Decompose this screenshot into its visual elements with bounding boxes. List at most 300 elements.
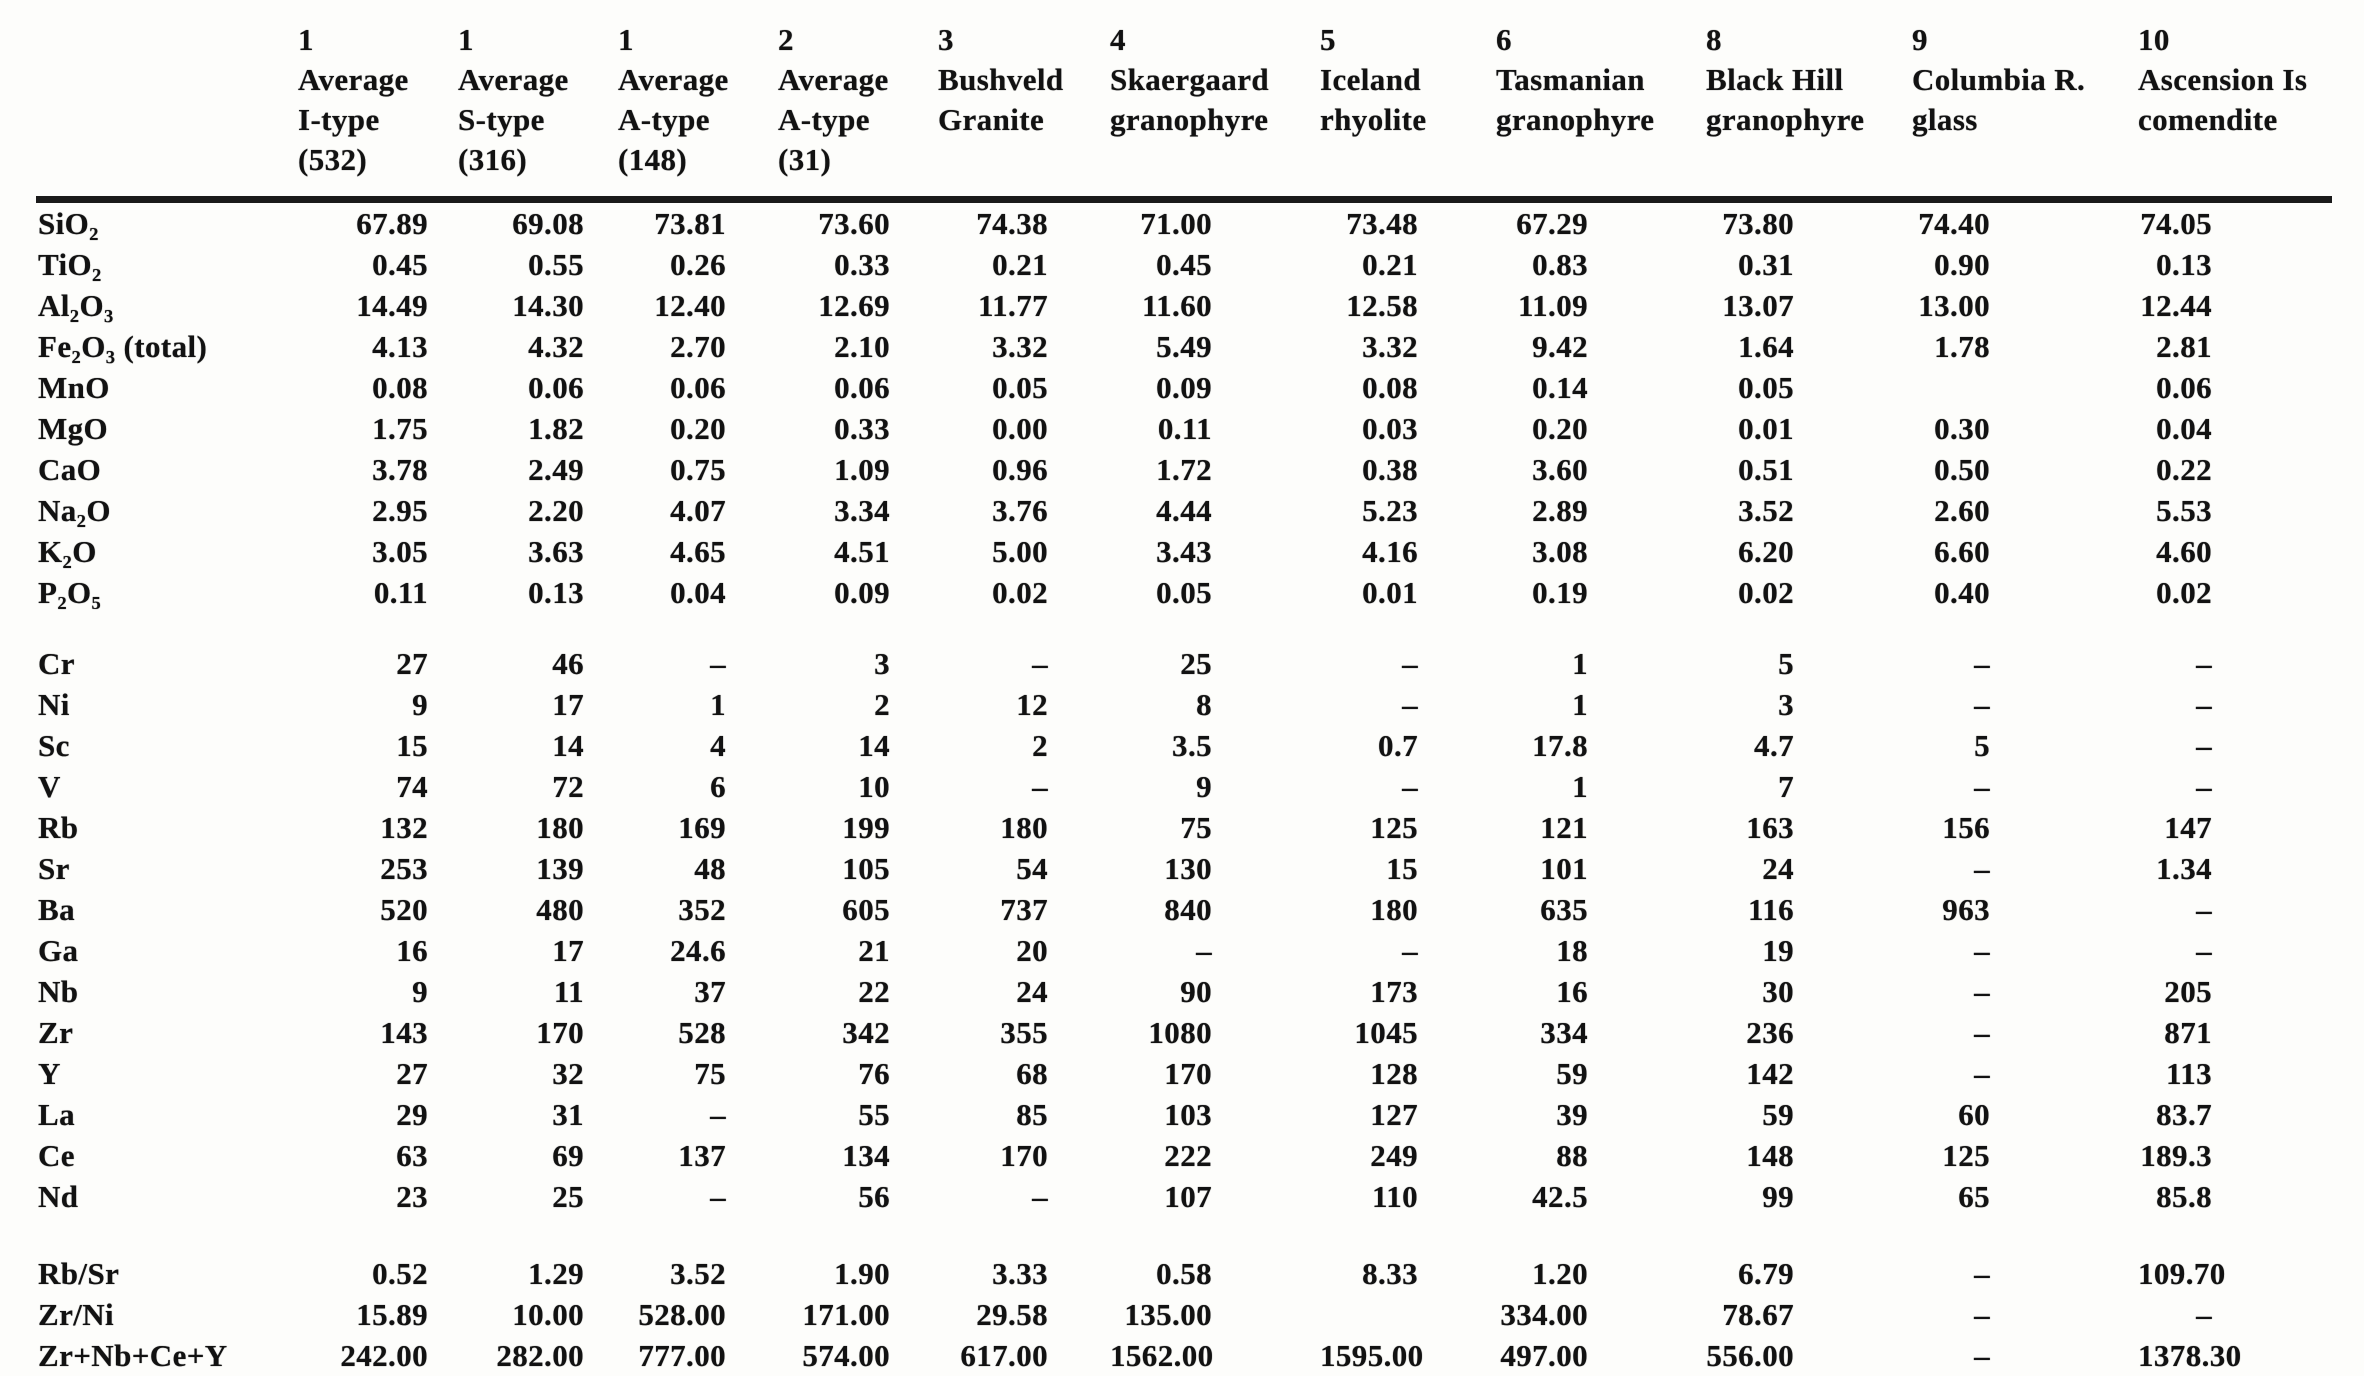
value-cell: 1.64 (1738, 329, 1794, 364)
row-label-column-spacer (36, 20, 298, 200)
value-cell: – (1402, 646, 1418, 681)
value-cell: 334 (1540, 1015, 1588, 1050)
value-cell: 85 (1016, 1097, 1048, 1132)
table-row (36, 572, 2332, 613)
value-cell: 19 (1762, 933, 1794, 968)
column-title-line: (316) (458, 142, 528, 177)
value-cell: 3.34 (834, 493, 890, 528)
value-cell: 871 (2164, 1015, 2212, 1050)
value-cell: 142 (1746, 1056, 1794, 1091)
column-title-line: Average (618, 62, 729, 97)
row-label: Ce (38, 1138, 75, 1173)
row-label: Al₂O₃ (38, 288, 114, 323)
value-cell: 528.00 (638, 1297, 726, 1332)
value-cell: 59 (1556, 1056, 1588, 1091)
value-cell: 1.90 (834, 1256, 890, 1291)
table-row (36, 684, 2332, 725)
row-label: Cr (38, 646, 75, 681)
value-cell: 139 (536, 851, 584, 886)
table-row (36, 766, 2332, 807)
column-number: 1 (298, 22, 314, 57)
value-cell: 1045 (1354, 1015, 1418, 1050)
column-title-line: glass (1912, 102, 1978, 137)
value-cell: 0.03 (1362, 411, 1418, 446)
value-cell: 1562.00 (1110, 1338, 1214, 1373)
value-cell: 27 (396, 1056, 428, 1091)
value-cell: 0.33 (834, 247, 890, 282)
row-label: MgO (38, 411, 109, 446)
value-cell: 170 (536, 1015, 584, 1050)
column-title-line: Black Hill (1706, 62, 1844, 97)
value-cell: 0.40 (1934, 575, 1990, 610)
value-cell: 30 (1762, 974, 1794, 1009)
value-cell: 69 (552, 1138, 584, 1173)
row-label: Rb (38, 810, 79, 845)
value-cell: 11.77 (977, 288, 1048, 323)
table-row (36, 285, 2332, 326)
value-cell: 11.60 (1141, 288, 1212, 323)
column-header-avg-i-type (298, 20, 458, 200)
value-cell: 113 (2166, 1056, 2212, 1091)
value-cell: 16 (1556, 974, 1588, 1009)
value-cell: 163 (1746, 810, 1794, 845)
value-cell: 125 (1370, 810, 1418, 845)
value-cell: 88 (1556, 1138, 1588, 1173)
value-cell: 3.52 (670, 1256, 726, 1291)
value-cell: 8.33 (1362, 1256, 1418, 1291)
column-title-line: Iceland (1320, 62, 1421, 97)
column-title-line: Average (298, 62, 409, 97)
value-cell: – (2196, 646, 2212, 681)
value-cell: – (1974, 851, 1990, 886)
value-cell: 1595.00 (1320, 1338, 1424, 1373)
value-cell: 0.13 (2156, 247, 2212, 282)
value-cell: 4.07 (670, 493, 726, 528)
value-cell: 2.10 (834, 329, 890, 364)
value-cell: 3.60 (1532, 452, 1588, 487)
table-row (36, 200, 2332, 245)
value-cell: 249 (1370, 1138, 1418, 1173)
value-cell: 3.76 (992, 493, 1048, 528)
value-cell: 0.51 (1738, 452, 1794, 487)
column-header-ascension (2138, 20, 2332, 200)
value-cell: 0.33 (834, 411, 890, 446)
value-cell: 0.01 (1362, 575, 1418, 610)
value-cell: 0.38 (1362, 452, 1418, 487)
value-cell: 5.49 (1156, 329, 1212, 364)
section-gap-cell (36, 613, 2332, 643)
value-cell: 71.00 (1140, 206, 1212, 241)
value-cell: 520 (380, 892, 428, 927)
value-cell: 3.52 (1738, 493, 1794, 528)
value-cell: 0.21 (1362, 247, 1418, 282)
value-cell: 2 (874, 687, 890, 722)
value-cell: 13.00 (1918, 288, 1990, 323)
value-cell: 73.81 (654, 206, 726, 241)
value-cell: 2.60 (1934, 493, 1990, 528)
column-title-line: S-type (458, 102, 545, 137)
value-cell: – (1974, 933, 1990, 968)
column-title-line: Average (778, 62, 889, 97)
value-cell: 55 (858, 1097, 890, 1132)
value-cell: 334.00 (1500, 1297, 1588, 1332)
value-cell: 0.06 (528, 370, 584, 405)
value-cell: 1.09 (834, 452, 890, 487)
value-cell: 0.19 (1532, 575, 1588, 610)
value-cell: 253 (380, 851, 428, 886)
value-cell: 3.43 (1156, 534, 1212, 569)
value-cell: 5 (1974, 728, 1990, 763)
value-cell: 121 (1540, 810, 1588, 845)
column-header-iceland (1320, 20, 1496, 200)
value-cell: 3 (874, 646, 890, 681)
row-label: CaO (38, 452, 102, 487)
value-cell: 3.63 (528, 534, 584, 569)
value-cell: 109.70 (2138, 1256, 2226, 1291)
value-cell: 85.8 (2156, 1179, 2212, 1214)
value-cell: 74.38 (976, 206, 1048, 241)
value-cell: 3.5 (1172, 728, 1212, 763)
section-gap (36, 613, 2332, 643)
value-cell: 2.89 (1532, 493, 1588, 528)
column-number: 1 (458, 22, 474, 57)
value-cell: 0.06 (670, 370, 726, 405)
value-cell: 0.13 (528, 575, 584, 610)
value-cell (1320, 1294, 1496, 1335)
value-cell: – (1032, 646, 1048, 681)
row-label: V (38, 769, 61, 804)
value-cell: 12.58 (1346, 288, 1418, 323)
value-cell: 0.05 (1738, 370, 1794, 405)
row-label: Nb (38, 974, 79, 1009)
value-cell: 0.45 (1156, 247, 1212, 282)
column-title-line: granophyre (1496, 102, 1655, 137)
row-label: Sr (38, 851, 70, 886)
value-cell: 0.7 (1378, 728, 1418, 763)
value-cell: – (1974, 769, 1990, 804)
value-cell: 22 (858, 974, 890, 1009)
value-cell: – (710, 1179, 726, 1214)
column-header-skaergaard (1110, 20, 1320, 200)
table-row (36, 1253, 2332, 1294)
table-row (36, 725, 2332, 766)
value-cell: 135.00 (1124, 1297, 1212, 1332)
value-cell: 3.32 (992, 329, 1048, 364)
value-cell: – (1974, 687, 1990, 722)
column-title-line: Granite (938, 102, 1045, 137)
column-title-line: I-type (298, 102, 380, 137)
value-cell: 90 (1180, 974, 1212, 1009)
value-cell: 147 (2164, 810, 2212, 845)
value-cell: 2.49 (528, 452, 584, 487)
value-cell: 2.20 (528, 493, 584, 528)
value-cell: 170 (1000, 1138, 1048, 1173)
value-cell: 3.32 (1362, 329, 1418, 364)
value-cell: 4.13 (372, 329, 428, 364)
value-cell: 0.11 (373, 575, 428, 610)
value-cell: 76 (858, 1056, 890, 1091)
value-cell: 170 (1164, 1056, 1212, 1091)
value-cell: 180 (536, 810, 584, 845)
value-cell: 2.70 (670, 329, 726, 364)
value-cell: 4.44 (1156, 493, 1212, 528)
value-cell: 6.60 (1934, 534, 1990, 569)
value-cell: 21 (858, 933, 890, 968)
value-cell: 9 (412, 974, 428, 1009)
value-cell: 0.09 (1156, 370, 1212, 405)
value-cell: 56 (858, 1179, 890, 1214)
table-row (36, 408, 2332, 449)
value-cell: 0.06 (834, 370, 890, 405)
value-cell: 173 (1370, 974, 1418, 1009)
value-cell: 143 (380, 1015, 428, 1050)
value-cell: 9.42 (1532, 329, 1588, 364)
value-cell: 4.32 (528, 329, 584, 364)
value-cell: 222 (1164, 1138, 1212, 1173)
value-cell: 4.51 (834, 534, 890, 569)
table-row (36, 889, 2332, 930)
row-label: Zr/Ni (38, 1297, 115, 1332)
table-row (36, 848, 2332, 889)
value-cell: 180 (1000, 810, 1048, 845)
row-label: Ni (38, 687, 70, 722)
value-cell: 24.6 (670, 933, 726, 968)
value-cell: – (1196, 933, 1212, 968)
value-cell: 4.60 (2156, 534, 2212, 569)
value-cell: 127 (1370, 1097, 1418, 1132)
value-cell: 67.29 (1516, 206, 1588, 241)
value-cell: 1.72 (1156, 452, 1212, 487)
row-label: Ga (38, 933, 79, 968)
value-cell: 67.89 (356, 206, 428, 241)
value-cell: 6.20 (1738, 534, 1794, 569)
value-cell: 132 (380, 810, 428, 845)
value-cell: 59 (1762, 1097, 1794, 1132)
value-cell: 1.82 (528, 411, 584, 446)
column-number: 2 (778, 22, 794, 57)
value-cell: 74 (396, 769, 428, 804)
value-cell: 63 (396, 1138, 428, 1173)
column-number: 10 (2138, 22, 2170, 57)
value-cell: 4.16 (1362, 534, 1418, 569)
column-title-line: A-type (618, 102, 710, 137)
column-header-tasmanian (1496, 20, 1706, 200)
value-cell: 0.96 (992, 452, 1048, 487)
value-cell: 137 (678, 1138, 726, 1173)
value-cell: 355 (1000, 1015, 1048, 1050)
value-cell: 14.49 (356, 288, 428, 323)
table-header (36, 20, 2332, 200)
column-header-black-hill (1706, 20, 1912, 200)
value-cell: – (1974, 974, 1990, 1009)
table-row (36, 1335, 2332, 1376)
value-cell: – (1974, 1297, 1990, 1332)
value-cell: 963 (1942, 892, 1990, 927)
value-cell: 11.09 (1517, 288, 1588, 323)
value-cell: 236 (1746, 1015, 1794, 1050)
value-cell: – (710, 1097, 726, 1132)
table-row (36, 326, 2332, 367)
row-label: P₂O₅ (38, 575, 102, 610)
value-cell: 3.78 (372, 452, 428, 487)
value-cell: 0.20 (1532, 411, 1588, 446)
value-cell: 605 (842, 892, 890, 927)
row-label: Nd (38, 1179, 79, 1214)
table-row (36, 490, 2332, 531)
value-cell: 134 (842, 1138, 890, 1173)
table-row (36, 971, 2332, 1012)
data-table (36, 20, 2332, 1376)
header-row (36, 20, 2332, 200)
value-cell: 0.45 (372, 247, 428, 282)
value-cell: 73.48 (1346, 206, 1418, 241)
value-cell: 0.22 (2156, 452, 2212, 487)
value-cell: 116 (1748, 892, 1794, 927)
value-cell: 103 (1164, 1097, 1212, 1132)
value-cell: 9 (1196, 769, 1212, 804)
value-cell: 27 (396, 646, 428, 681)
row-label: La (38, 1097, 75, 1132)
value-cell: 148 (1746, 1138, 1794, 1173)
table-row (36, 244, 2332, 285)
table-row (36, 1135, 2332, 1176)
value-cell: 0.50 (1934, 452, 1990, 487)
value-cell: 1.78 (1934, 329, 1990, 364)
value-cell: 24 (1762, 851, 1794, 886)
value-cell: 6.79 (1738, 1256, 1794, 1291)
column-title-line: Bushveld (938, 62, 1064, 97)
table-row (36, 930, 2332, 971)
value-cell: 635 (1540, 892, 1588, 927)
value-cell: 4.7 (1754, 728, 1794, 763)
value-cell: 0.26 (670, 247, 726, 282)
value-cell: 0.02 (1738, 575, 1794, 610)
value-cell: 18 (1556, 933, 1588, 968)
value-cell: 105 (842, 851, 890, 886)
row-label: TiO₂ (38, 247, 102, 282)
value-cell: 3.08 (1532, 534, 1588, 569)
value-cell: 342 (842, 1015, 890, 1050)
value-cell: 110 (1372, 1179, 1418, 1214)
column-header-avg-s-type (458, 20, 618, 200)
value-cell: 2.81 (2156, 329, 2212, 364)
value-cell: 1 (1572, 769, 1588, 804)
value-cell: 0.02 (2156, 575, 2212, 610)
row-label: Sc (38, 728, 70, 763)
value-cell: 0.05 (1156, 575, 1212, 610)
column-number: 1 (618, 22, 634, 57)
value-cell: 7 (1778, 769, 1794, 804)
value-cell: 282.00 (496, 1338, 584, 1373)
value-cell: 99 (1762, 1179, 1794, 1214)
value-cell: 4.65 (670, 534, 726, 569)
column-title-line: Ascension Is (2138, 62, 2308, 97)
value-cell: 16 (396, 933, 428, 968)
value-cell: 0.52 (372, 1256, 428, 1291)
table-row (36, 449, 2332, 490)
value-cell: – (1974, 1256, 1990, 1291)
value-cell: 1.75 (372, 411, 428, 446)
value-cell: 1378.30 (2138, 1338, 2242, 1373)
value-cell: 0.20 (670, 411, 726, 446)
value-cell: 23 (396, 1179, 428, 1214)
value-cell: 12.44 (2140, 288, 2212, 323)
column-number: 9 (1912, 22, 1928, 57)
column-title-line: Average (458, 62, 569, 97)
row-label: Fe₂O₃ (total) (38, 329, 208, 364)
value-cell: 25 (552, 1179, 584, 1214)
value-cell: 25 (1180, 646, 1212, 681)
column-title-line: rhyolite (1320, 102, 1427, 137)
value-cell: 0.11 (1157, 411, 1212, 446)
table-body (36, 200, 2332, 1376)
value-cell: – (2196, 1297, 2212, 1332)
value-cell: 1.29 (528, 1256, 584, 1291)
value-cell: – (2196, 933, 2212, 968)
value-cell: – (1032, 1179, 1048, 1214)
value-cell: 12.69 (818, 288, 890, 323)
value-cell: 777.00 (638, 1338, 726, 1373)
column-number: 4 (1110, 22, 1126, 57)
value-cell: 3.33 (992, 1256, 1048, 1291)
value-cell: 128 (1370, 1056, 1418, 1091)
value-cell: 24 (1016, 974, 1048, 1009)
value-cell: 2.95 (372, 493, 428, 528)
column-number: 5 (1320, 22, 1336, 57)
row-label: Y (38, 1056, 61, 1091)
value-cell: 130 (1164, 851, 1212, 886)
row-label: K₂O (38, 534, 97, 569)
value-cell: 0.01 (1738, 411, 1794, 446)
table-row (36, 1012, 2332, 1053)
value-cell: 74.05 (2140, 206, 2212, 241)
value-cell: 0.08 (1362, 370, 1418, 405)
value-cell: 242.00 (340, 1338, 428, 1373)
value-cell: 65 (1958, 1179, 1990, 1214)
value-cell: 0.55 (528, 247, 584, 282)
column-header-avg-a-type-31 (778, 20, 938, 200)
value-cell: 180 (1370, 892, 1418, 927)
value-cell: 1 (710, 687, 726, 722)
value-cell: 39 (1556, 1097, 1588, 1132)
table-row (36, 531, 2332, 572)
value-cell: – (1974, 1338, 1990, 1373)
value-cell: 556.00 (1706, 1338, 1794, 1373)
value-cell: 17 (552, 687, 584, 722)
value-cell: – (1974, 1056, 1990, 1091)
value-cell: 0.14 (1532, 370, 1588, 405)
value-cell: 72 (552, 769, 584, 804)
value-cell: 8 (1196, 687, 1212, 722)
column-header-columbia-r (1912, 20, 2138, 200)
value-cell: – (1974, 1015, 1990, 1050)
value-cell: 83.7 (2156, 1097, 2212, 1132)
value-cell: – (1402, 933, 1418, 968)
value-cell: 9 (412, 687, 428, 722)
value-cell: 2 (1032, 728, 1048, 763)
value-cell: 73.60 (818, 206, 890, 241)
value-cell: 12 (1016, 687, 1048, 722)
section-gap (36, 1217, 2332, 1253)
value-cell: 6 (710, 769, 726, 804)
value-cell: 497.00 (1500, 1338, 1588, 1373)
value-cell: 0.31 (1738, 247, 1794, 282)
value-cell: – (2196, 687, 2212, 722)
column-title-line: A-type (778, 102, 870, 137)
value-cell: 171.00 (802, 1297, 890, 1332)
value-cell: 0.00 (992, 411, 1048, 446)
value-cell: – (1974, 646, 1990, 681)
